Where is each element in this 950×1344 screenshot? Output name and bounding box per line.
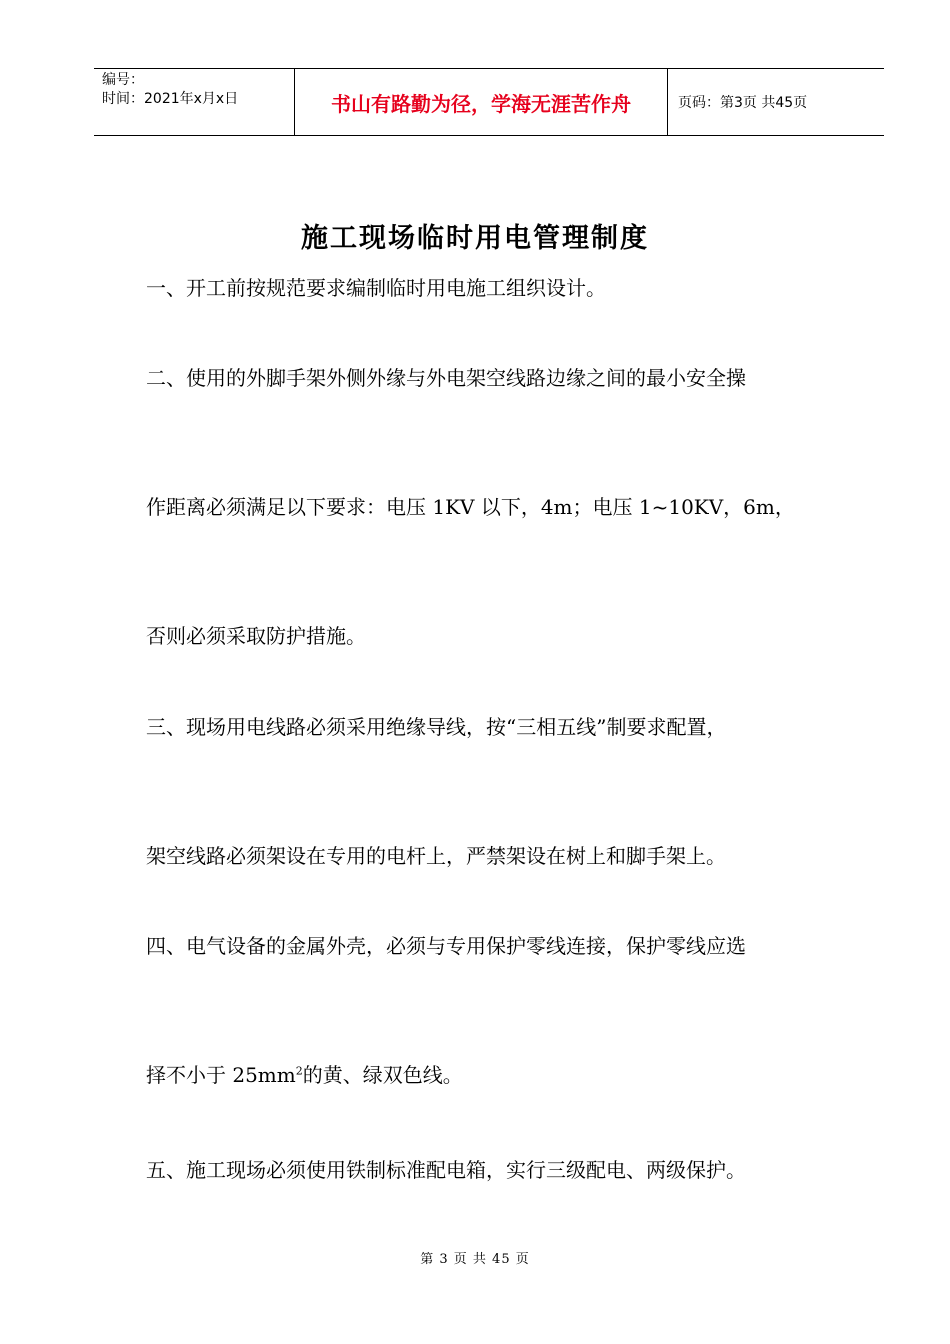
paragraph-line: 三、现场用电线路必须采用绝缘导线，按“三相五线”制要求配置， bbox=[146, 715, 727, 739]
document-title: 施工现场临时用电管理制度 bbox=[301, 223, 649, 254]
paragraph-line: 架空线路必须架设在专用的电杆上，严禁架设在树上和脚手架上。 bbox=[146, 844, 726, 868]
wire-spec-text-end: 的黄、绿双色线。 bbox=[302, 1063, 463, 1087]
paragraph-line: 作距离必须满足以下要求：电压 1KV 以下，4m；电压 1~10KV，6m， bbox=[146, 495, 795, 519]
paragraph-line: 否则必须采取防护措施。 bbox=[146, 624, 366, 648]
document-number-label: 编号： bbox=[102, 72, 144, 88]
paragraph-line-wire-spec bbox=[146, 1059, 463, 1088]
document-time-label: 时间：2021年x月x日 bbox=[102, 91, 239, 107]
paragraph-line: 一、开工前按规范要求编制临时用电施工组织设计。 bbox=[146, 276, 606, 300]
paragraph-line: 五、施工现场必须使用铁制标准配电箱，实行三级配电、两级保护。 bbox=[146, 1158, 746, 1182]
paragraph-line: 四、电气设备的金属外壳，必须与专用保护零线连接，保护零线应选 bbox=[146, 934, 746, 958]
page-footer: 第 3 页 共 45 页 bbox=[420, 1252, 530, 1267]
header-page-info: 页码：第3页 共45页 bbox=[678, 95, 808, 111]
header-motto: 书山有路勤为径，学海无涯苦作舟 bbox=[295, 69, 668, 135]
superscript-two: 2 bbox=[295, 1064, 303, 1078]
header-meta bbox=[94, 69, 295, 135]
paragraph-line: 二、使用的外脚手架外侧外缘与外电架空线路边缘之间的最小安全操 bbox=[146, 366, 746, 390]
wire-spec-text: 择不小于 25mm bbox=[146, 1063, 296, 1087]
page-header bbox=[94, 68, 884, 136]
